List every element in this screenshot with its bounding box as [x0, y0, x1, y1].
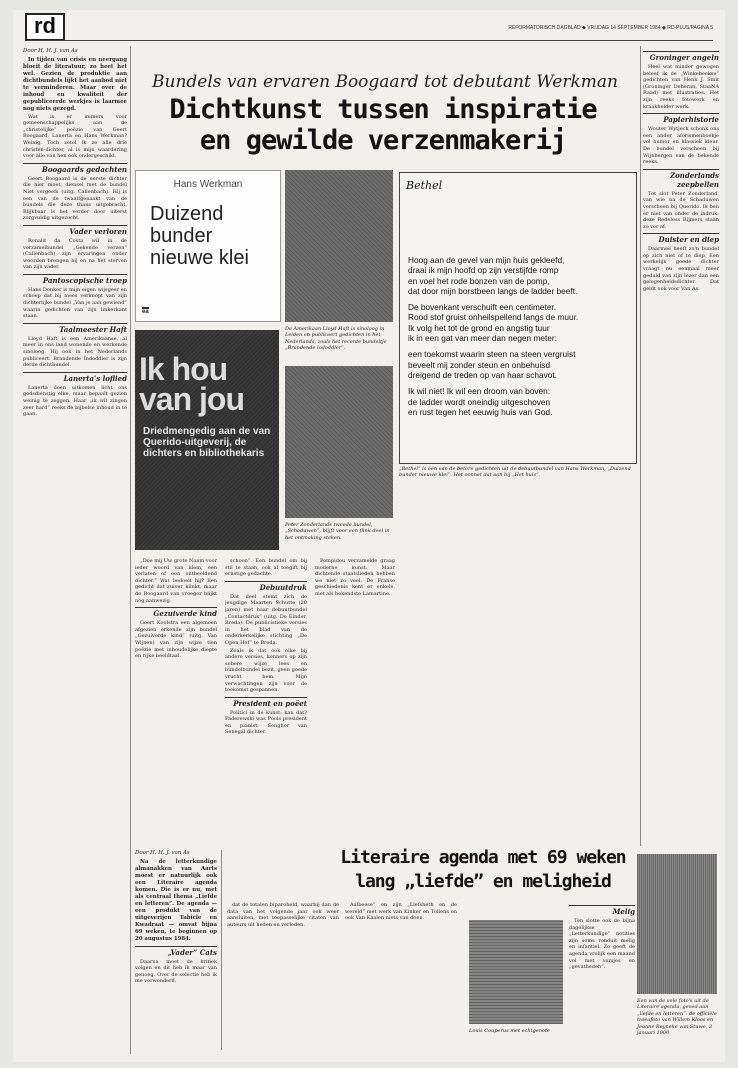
photo-caption: De Amerikaan Lloyd Haft is sinoloog in Leiden en publiceert gedichten in het Nederlands, zoals het recente bundeltje „Brandende lododdler”. [285, 326, 387, 352]
headline-line-2: en gewilde verzenmakerij [199, 125, 567, 156]
poem-line: beveelt mij zonder steun en onbehuisd [408, 359, 551, 370]
book-title: Duizend bunder nieuwe klei [150, 203, 249, 269]
subhead-zonderland: Zonderlands zeepbellen [643, 169, 719, 189]
body-paragraph: Lloyd Haft is een Amerikaanse, al meer in ons land wonende en werkende sinoloog. Hij ook in het Nederlands publiceert. Brandende Indoddler is zijn derde dichtbundel. [23, 335, 127, 369]
poem-line: Ik wil niet! Ik wil een droom van boven: [408, 386, 551, 397]
headline-agenda [313, 846, 653, 894]
poem-line: draai ik mijn hoofd op zijn verstijfde romp [408, 265, 559, 276]
kicker: Bundels van ervaren Boogaard tot debutant Werkman [152, 72, 618, 92]
headline-line-2: lang „liefde” en meligheid [355, 871, 611, 892]
lead-paragraph: In tijden van crisis en neergang bloeit de literatuur, zo heet het wel. Gezien de produktie aan dichtbundels lijkt het aanbod niet te verminderen. Maar over de inhoud en kwaliteit der gepubliceerde werkjes is laarmee nog niets gezegd. [23, 56, 127, 112]
masthead-rule [25, 40, 713, 41]
newspaper-page [13, 10, 725, 1062]
headline [163, 94, 603, 156]
subhead-gezuiverde: Gezuiverde kind [135, 607, 217, 618]
column-divider [640, 46, 641, 846]
column-4 [225, 558, 307, 838]
subhead-duister: Duister en diep [643, 233, 719, 244]
photo-caption: Een van de vele foto's uit de Literaire agenda, geved aan „liefde en letteren”: de officiële troeafoto van Willem Kloos en Jeanne Reyneke van Stuwe, 3 januari 1900. [637, 998, 717, 1037]
body-paragraph: Pompidou verzamelde graag moderne kunst. Maar dichtende staatslieden hebben we niet zo veel. De Franse geschiedenis kent er enkele, met als bekendste Lamartine. [315, 558, 395, 597]
subhead-president: President en poëet [225, 697, 307, 708]
poem-caption: „Bethel” is één van de betere gedichten uit de debuutbundel van Hans Werkman, „Duizend bunder nieuwe klei”. Het oonnet dat aan bij „Het huis”. [399, 466, 631, 479]
column-1 [23, 48, 127, 1048]
photo-caption: Louis Couperus met echtgenote [469, 1028, 550, 1034]
photo-caption: Peter Zonderlands tweede bundel, „Schaduwen”, blijft voor een flink deel in het ontmaking steken. [285, 522, 390, 541]
column-5 [315, 558, 395, 838]
book-subtitle: Driedmengedig aan de van Querido-uitgeverij, de dichters en bibliothekaris [143, 426, 271, 459]
poem-line: Rood stof gruist onheilspellend langs de muur. [408, 312, 579, 323]
poem-box [399, 172, 637, 464]
body-paragraph: „Doe mij Uw grote Naam voor ieder woord van klem, een verlaten of een ontbeeldend dichter.” Wat bedoelt hij? Een gedicht dat zuiver klinkt, maar de Boogaard van vroeger blijkt nog aanwezig. [135, 558, 217, 604]
headline-line-1: Literaire agenda met 69 weken [340, 847, 626, 868]
body-paragraph: Ronald da Costa wil in de verzamelbundel „Gekende verzen” (Callenbach) zijn ervaringen onder woorden brengen bij en na het sterven van zijn vader. [23, 237, 127, 271]
subhead-pantoscopisch: Pantoscopische troep [23, 274, 127, 285]
photo-peter-zonderland [285, 366, 393, 518]
poem-body [408, 255, 632, 417]
body-paragraph: dat de totalen biparoheld, waarbij dan de data van het volgende jaar ook weer aansluiten, met toepasselijke citaten van auteurs uit heden en verleden. [227, 902, 339, 928]
agenda-column-4 [569, 902, 635, 1052]
poem-line: en voel het rode bonzen van de pomp, [408, 275, 550, 286]
publisher-mark: ea [142, 309, 149, 315]
body-paragraph: Wouter Wytjeck schonk ons een ander aforismenboekje vol humor en klassiek kleur. De bundel verscheen bij Wijnbergen van de bekende reeks. [643, 126, 719, 166]
poem-line: een toekomst waarin steen na steen vergruist [408, 349, 576, 360]
subhead-lanerta: Lanerta's loflied [23, 372, 127, 383]
poem-line: dat door mijn borstbeen langs de ladder beeft. [408, 285, 578, 296]
byline: Door H. H. J. van As [135, 850, 190, 856]
poem-line: ik in een gat van meer dan negen meter: [408, 333, 557, 344]
agenda-column-2 [227, 902, 339, 1052]
column-divider [221, 850, 222, 1050]
photo-kloos-reyneke [637, 854, 717, 994]
book-title: Ik hou van jou [139, 351, 245, 417]
body-paragraph: Tot slot Peter Zonderland, van wie na de Schaduwen verscheen bij Querido. Ik ben er niet van onder de indruk: deze Redeless Rijmers staan zo ver af. [643, 190, 719, 230]
body-paragraph: Ten slotte ook de bijna dagelijkse „Letterkundige” notities zijn soms ronduit melig en infantiel. Zo geeft de agenda vrolijk een maand vol met versjes en „gevatheden”. [569, 918, 635, 971]
body-paragraph: schoon”. Een bundel om bij stil te staan, ook al toegift bij ernstige gedachte. [225, 558, 307, 578]
poem-line: de ladder wordt oneindig uitgeschoven [408, 396, 551, 407]
subhead-groninger: Groninger angeln [643, 51, 719, 62]
poem-line: dreigend de treden op van haar schavot. [408, 369, 557, 380]
column-right [643, 48, 719, 838]
poem-line: Ik volg het tot de grond en angstig tuur [408, 322, 550, 333]
intro-paragraph: Wat is er immers voor gemeenschappelijks aan de „christelijke” poëzie van Geert Boogaard, Lanerta en Hans Werkman? Weinig. Toch zetel ik ze alle drie christen-dichter, al is mijn waardering voor alle van hen ook ondergeschikt. [23, 113, 127, 160]
book-author: Hans Werkman [173, 179, 243, 190]
body-paragraph: Lanerta doen uitkomen licht ons godsdienstig elke, maar bepaalt gezien weinig te zeggen. Haar „ik wil zingen zeer hard” reeks de bijbelse inhoud in te gaan. [23, 384, 127, 418]
body-paragraph: Heel wat minder gewogen beleef ik de „Winkebeekse” gedichten van Henk J. Smit (Groninger Deheran, StaaNA Raad) met illustraties. Het zijn reeks fotowerk en kraakhelder werk. [643, 64, 719, 110]
poem-line: De bovenkant verschuift een centimeter. [408, 302, 557, 313]
body-paragraph: Dat deel stemt zich de jeugdige Maarten Schutte (20 jaren) met haar debuutbundel „Contactdruk” (uitg. De Einder, Breda). De publicistieke versies in het blad van de onderkerkelijke stichting „De Open Hof” te Breda. [225, 593, 307, 646]
subhead-haft: Taalmeester Haft [23, 323, 127, 334]
subhead-cats: „Vader” Cats [135, 946, 217, 957]
subhead-boogaard: Boogaards gedachten [23, 163, 127, 174]
body-paragraph: Geert Koolstra een algemeen afgezien erkende zijn bundel „Gezuiverde kind” (uitg. Van Wijnen) van zijn wijze tien poëzie met inhoudelijke diepte en rijke beeldtaal. [135, 620, 217, 660]
agenda-column-1 [135, 850, 217, 1050]
poem-line: Hoog aan de gevel van mijn huis gekleefd, [408, 255, 565, 265]
headline-line-1: Dichtkunst tussen inspiratie [169, 94, 597, 125]
poem-title: Bethel [406, 179, 443, 192]
running-head: REFORMATORISCH DAGBLAD ◆ VRIJDAG 14 SEPTEMBER 1984 ◆ RD-PLUS/PAGINA 5 [508, 25, 713, 31]
photo-couperus [469, 920, 563, 1024]
subhead-debuutdruk: Debuutdruk [225, 581, 307, 592]
subhead-papierhistorie: Papierhistorie [643, 113, 719, 124]
body-paragraph: Politici in de kunst: kan dat? Paderewski was Pools president en pianist, Senghor van Senegal dichter. [225, 709, 307, 736]
body-paragraph: Hans Donker is mijn eigen wijsgeer en schoep dat bij mees verknopt van zijn dichterlijke bundel „Van je aan gewiend” waarin gedichten van zijn linkerkant staan. [23, 286, 127, 320]
body-paragraph: Daarna moet de kritiek volgen en dit heb ik maar van genoeg. Over de selectie heb ik me verwonderd. [135, 958, 217, 985]
column-3 [135, 558, 217, 838]
subhead-melig: Melig [569, 905, 635, 916]
poem-line: en rust tegen het eeuwig huis van God. [408, 406, 553, 417]
agenda-column-3 [345, 902, 457, 1052]
book-cover-ik-hou-van-jou [135, 330, 279, 550]
newspaper-logo: rd [25, 13, 65, 41]
byline: Door H. H. J. van As [23, 48, 78, 54]
body-paragraph: Aalbeese” en zijn „Liefsheth en de wereld” met werk van Kinker en Tollens en ook Van Kaalen niets van doen. [345, 902, 457, 922]
photo-lloyd-haft [285, 170, 393, 322]
subhead-vader: Vader verloren [23, 225, 127, 236]
book-cover-werkman [135, 170, 281, 322]
body-paragraph: Daarmee heeft zo'n bundel op zich niet of te diep. Een werkelijk goede dichter vraagt nu eenmaal meer geduld van zijn lezer dan een gelegenheidsdichter. Dat geldt ook voor Van As. [643, 246, 719, 292]
column-divider [130, 46, 131, 1054]
body-paragraph: Geert Boogaard is de eerste dichter die hier moet, diensel met de bundel Niet vergeefs (uitg. Callenbach). Hij is een van de twaalfgenaakt van de bundels die deze thans uitgebracht. Blijkbaar is het verder door uiterst zorgvuldig uitgezocht. [23, 175, 127, 222]
body-paragraph: Zoals ik dat ook elke bij andere versies, kenners op zijn sobere wijze lees en bundelbundel bezit, geen goede vrucht hem. Mijn verwachtingen zijn voor de toekomst gespannen. [225, 647, 307, 694]
lead-paragraph: Na de letterkundige almanakken van Aarts moest er natuurlijk ook een Literaire agenda komen. Die is er nu, met als centraal thema „Liefde en letteren”. De agenda — een produkt van de uitgeverijen Tabicle en Kwadraat — omvat bijna 69 weken, te beginnen op 20 augustus 1984. [135, 858, 217, 942]
